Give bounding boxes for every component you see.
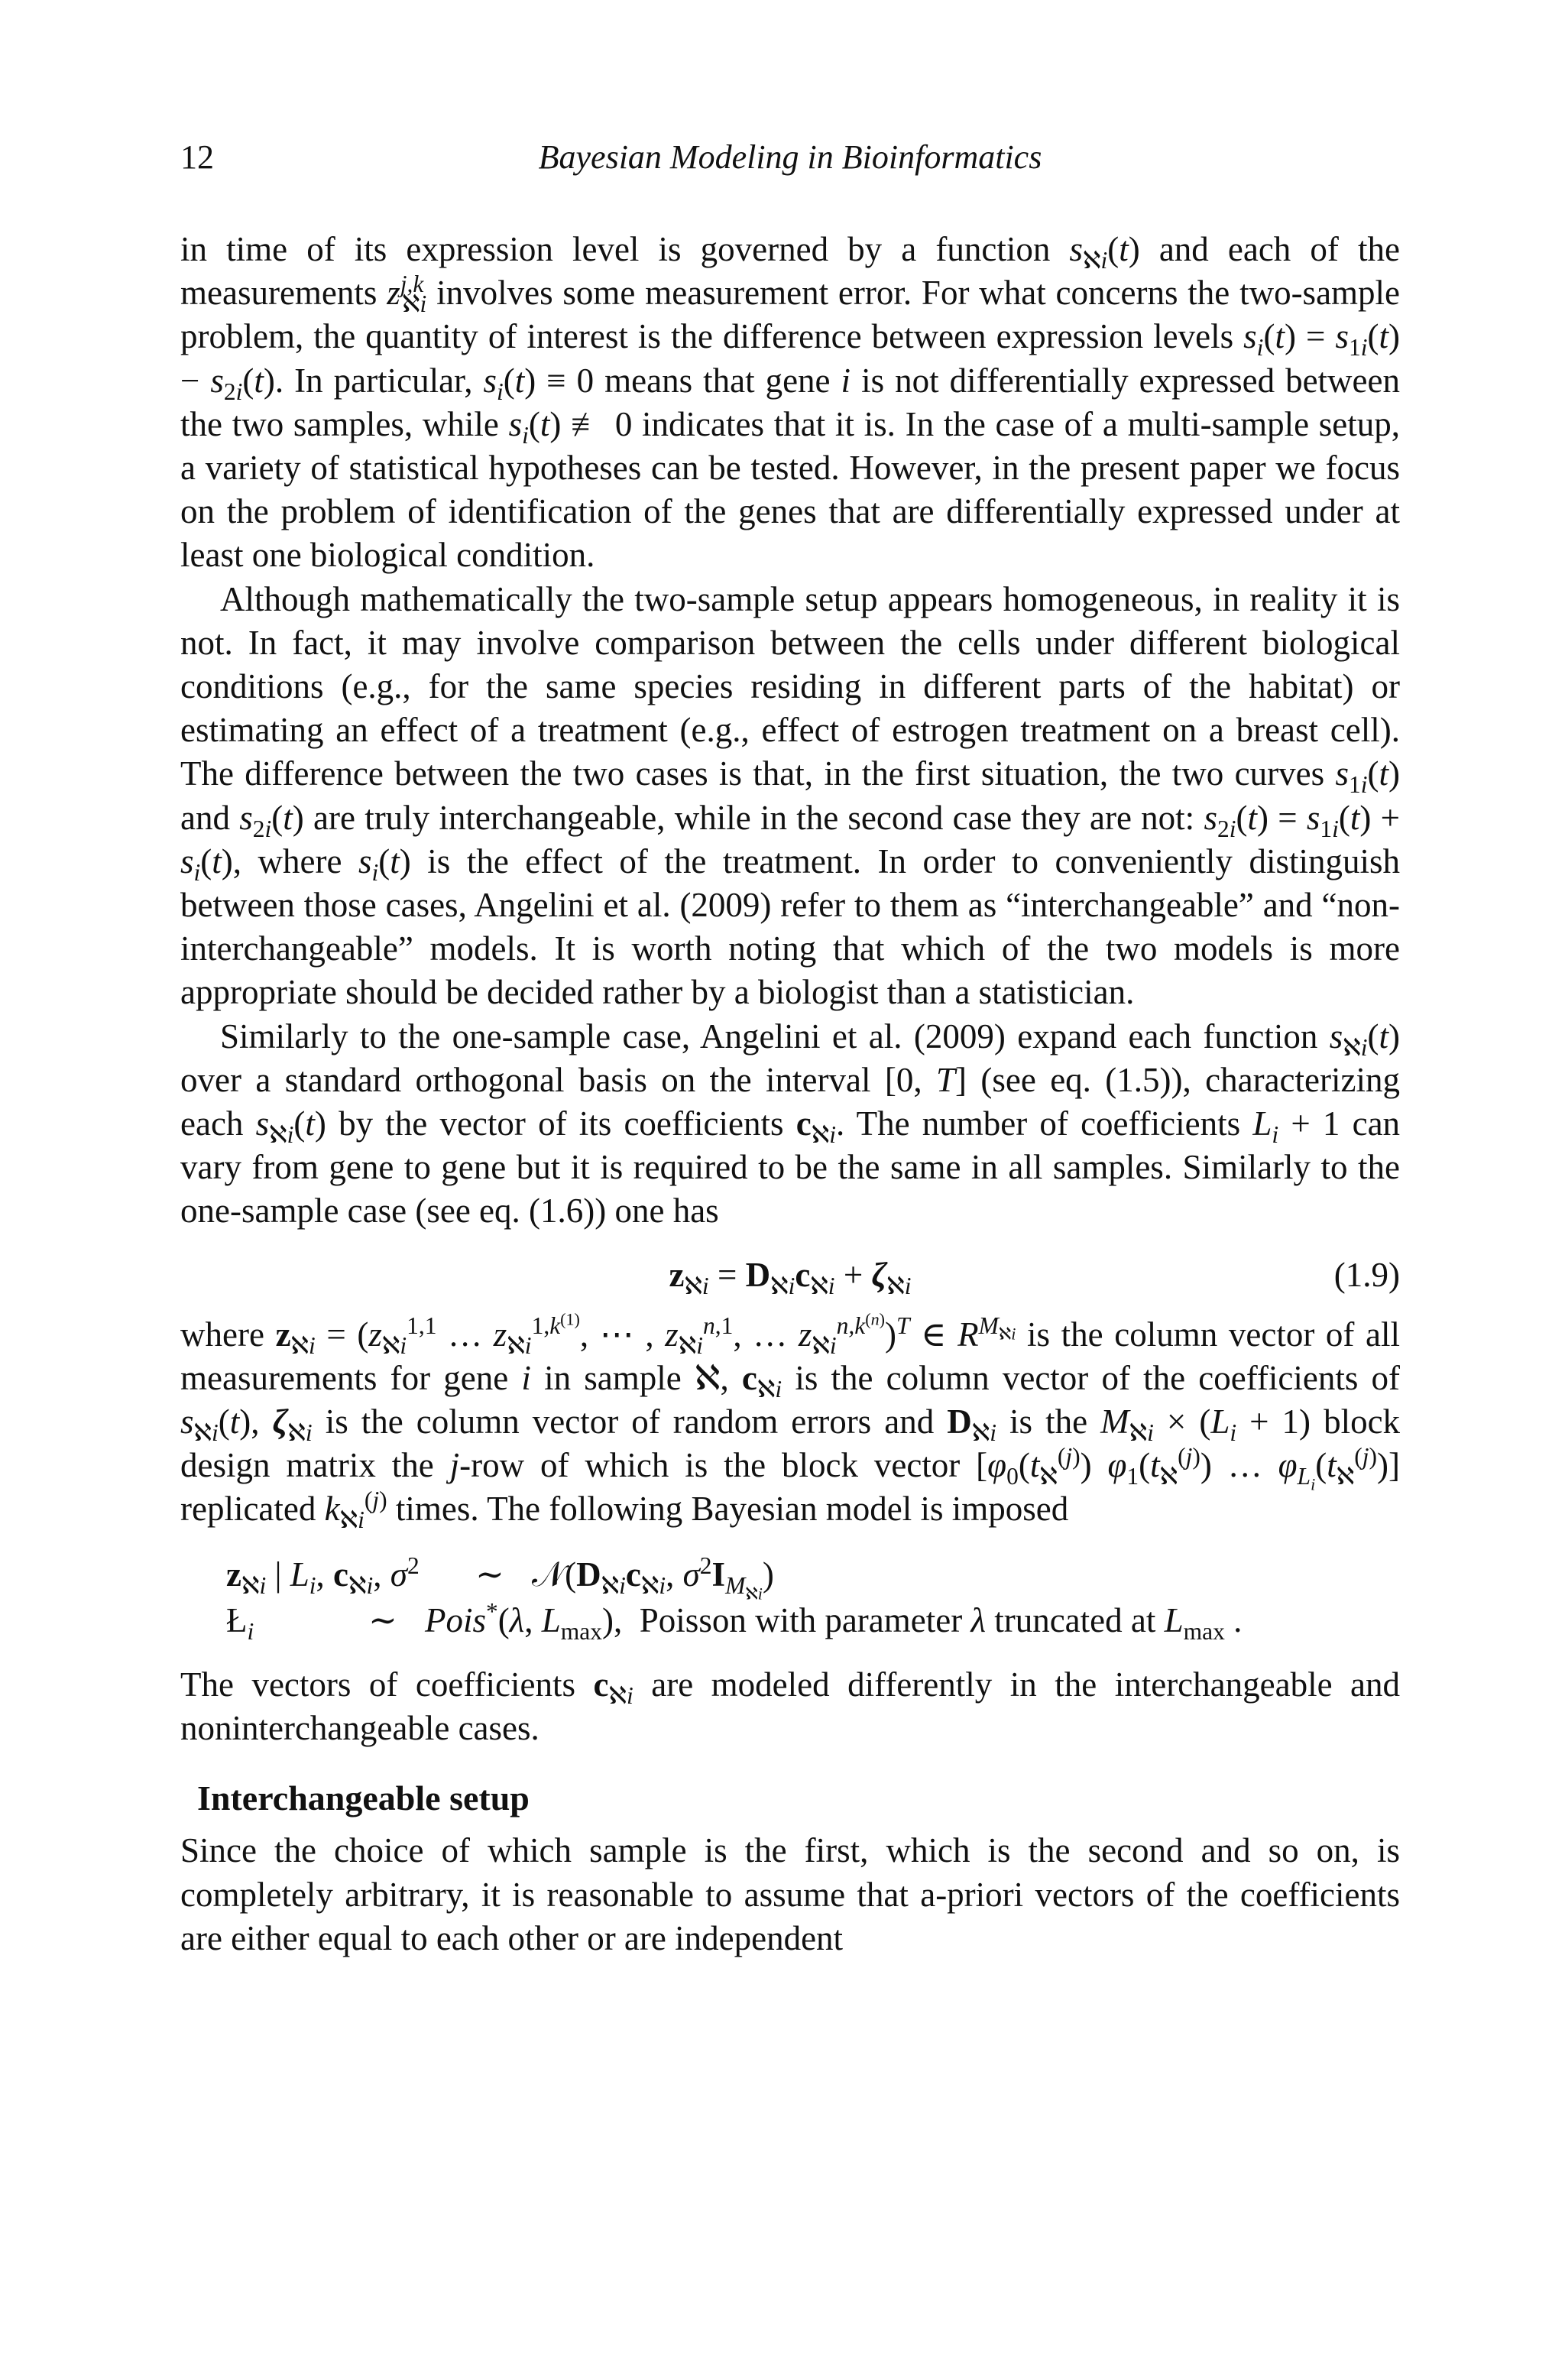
text-run: and: [180, 798, 230, 837]
equation-1-9: [180, 1234, 1400, 1313]
paragraph-one-sample: Similarly to the one-sample case, Angelini et al. (2009) expand each function $s_{ℵi}(t)$ over a standard orthogonal basis on the interval [0, T] (see eq. (1.5)), characterizing each $s_{ℵi}(t)$ by the vector of its coefficients $c_{ℵi}$. The number of coefficients $L_i + 1$ can vary from gene to gene but it is required to be the same in all samples. Similarly to the one-sample case (see eq. (1.6)) one has: [180, 1017, 1401, 1231]
text-run: Similarly to the one-sample case, Angelini et al. (2009) expand each function: [220, 1017, 1318, 1055]
text-run: can vary from gene to gene but it is required to be the same in all samples. Similarly to the one-sample case (see eq. (1.6)) one has: [180, 1104, 1401, 1231]
text-run: block design matrix the: [180, 1402, 1401, 1485]
equation-number: (1.9): [1333, 1255, 1400, 1294]
text-run: replicated: [180, 1490, 316, 1529]
page-header: [180, 138, 1400, 183]
text-run: indicates that it is. In the case of a multi-sample setup, a variety of statistical hypotheses can be tested. However, in the present paper we focus on the problem of identification of the genes that are differentially expressed under at least one biological condition.: [180, 404, 1401, 575]
text-run: -row of which is the block vector: [459, 1446, 961, 1485]
paragraph-intro: in time of its expression level is governed by a function $s_{ℵi}(t)$ and each of the measurements $z^{j,k}_{ℵi}$ involves some measurement error. For what concerns the two-sample problem, the quantity of interest is the difference between expression levels $s_i(t) = s_{1i}(t) - s_{2i}(t)$. In particular, $s_i(t) \equiv 0$ means that gene i is not differentially expressed between the two samples, while $s_i(t)$ ≢ 0 indicates that it is. In the case of a multi-sample setup, a variety of statistical hypotheses can be tested. However, in the present paper we focus on the problem of identification of the genes that are differentially expressed under at least one biological condition.: [180, 230, 1401, 575]
text-run: . The number of coefficients: [835, 1104, 1241, 1143]
text-run: is the effect of the treatment. In order to conveniently distinguish between those cases, Angelini et al. (2009) refer to them as “interchangeable” and “non-interchangeable” models. It is worth noting that which of the two models is more appropriate should be decided rather by a biologist than a statistician.: [180, 841, 1400, 1012]
model-row-likelihood: $z_{ℵi}$ | $L_i$, $c_{ℵi}$, $\sigma^2$ ∼ $𝒩(D_{ℵi}c_{ℵi}$, $\sigma^2I_{M_{ℵi}}$): [226, 1552, 774, 1603]
text-run: involves some measurement error. For what concerns the two-sample problem, the quantity of interest is the difference between expression levels: [180, 274, 1401, 356]
text-run: are modeled differently in the interchangeable and noninterchangeable cases.: [180, 1665, 1401, 1747]
text-run: is the column vector of all measurements for gene: [180, 1315, 1401, 1397]
page-number: 12: [180, 138, 214, 176]
text-run: in sample: [544, 1358, 682, 1397]
text-run: Although mathematically the two-sample setup appears homogeneous, in reality it is not. In fact, it may involve comparison between the cells under different biological conditions (e.g., for the same species residing in different parts of the habitat) or estimating an effect of a treatment (e.g., effect of estrogen treatment on a breast cell). The difference between the two cases is that, in the first situation, the two curves: [180, 579, 1400, 793]
running-title: Bayesian Modeling in Bioinformatics: [538, 138, 1042, 176]
text-run: and each of: [1158, 230, 1339, 268]
body-text: [180, 228, 1400, 1960]
text-run: . In particular,: [274, 361, 473, 400]
text-run: truncated at: [994, 1600, 1156, 1639]
bayesian-model: [180, 1545, 1400, 1645]
text-run: means that gene: [604, 361, 831, 400]
text-run: are truly interchangeable, while in the second case they are not:: [313, 798, 1195, 837]
paragraph-vectors: The vectors of coefficients $c_{ℵi}$ are modeled differently in the interchangeable and noninterchangeable cases.: [180, 1665, 1401, 1747]
section-body: Since the choice of which sample is the first, which is the second and so on, is completely arbitrary, it is reasonable to assume that a-priori vectors of the coefficients are either equal to each other or are independent: [180, 1831, 1400, 1957]
text-run: where: [180, 1315, 264, 1354]
text-run: times. The following Bayesian model is imposed: [395, 1490, 1069, 1529]
paragraph-two-sample: Although mathematically the two-sample setup appears homogeneous, in reality it is not. In fact, it may involve comparison between the cells under different biological conditions (e.g., for the same species residing in different parts of the habitat) or estimating an effect of a treatment (e.g., effect of estrogen treatment on a breast cell). The difference between the two cases is that, in the first situation, the two curves $s_{1i}(t)$ and $s_{2i}(t)$ are truly interchangeable, while in the second case they are not: $s_{2i}(t) = s_{1i}(t) + s_i(t)$, where $s_i(t)$ is the effect of the treatment. In order to conveniently distinguish between those cases, Angelini et al. (2009) refer to them as “interchangeable” and “non-interchangeable” models. It is worth noting that which of the two models is more appropriate should be decided rather by a biologist than a statistician.: [180, 579, 1401, 1012]
text-run: Poisson with parameter: [639, 1600, 963, 1639]
text-run: is the column vector of random errors and: [325, 1402, 935, 1441]
text-run: (see eq. (1.5)), characterizing each: [180, 1060, 1400, 1143]
section-heading: Interchangeable setup: [197, 1779, 530, 1818]
text-run: where: [258, 841, 342, 880]
text-run: The vectors of coefficients: [180, 1665, 575, 1704]
equation-body: $z_{ℵi} = D_{ℵi}c_{ℵi} + \zeta_{ℵi}$: [669, 1255, 912, 1299]
model-row-prior: $Ł_i$ ∼ Pois*(λ, $L_{max}$), Poisson with parameter λ truncated at $L_{max}$ .: [226, 1597, 1243, 1645]
text-run: is not differentially expressed between the two samples, while: [180, 361, 1400, 443]
text-run: by the vector of its coefficients: [339, 1104, 784, 1143]
text-run: in time of its expression level is governed by a function: [180, 230, 1051, 268]
text-run: is the column vector of the coefficients of: [795, 1358, 1401, 1397]
paragraph-where: where $z_{ℵi} = (z_{ℵi}^{1,1}$ … $z_{ℵi}^{1,k^{(1)}}$, ⋯ , $z_{ℵi}^{n,1}$, … $z_{ℵi}^{n,k^{(n)}})^T$ ∈ $R^{M_{ℵi}}$ is the column vector of all measurements for gene i in sample ℵ, $c_{ℵi}$ is the column vector of the coefficients of $s_{ℵi}(t)$, $\zeta_{ℵi}$ is the column vector of random errors and $D_{ℵi}$ is the $M_{ℵi} \times (L_i + 1)$ block design matrix the j-row of which is the block vector [$\varphi_0(t_ℵ^{(j)})$ $\varphi_1(t_ℵ^{(j)})$ … $\varphi_{L_i}(t_ℵ^{(j)})$] replicated $k_{ℵi}^{(j)}$ times. The following Bayesian model is imposed: [180, 1309, 1401, 1534]
text-run: the measurements: [180, 230, 1400, 313]
text-run: over a standard orthogonal basis on the interval: [180, 1060, 871, 1099]
text-run: is the: [1009, 1402, 1088, 1441]
